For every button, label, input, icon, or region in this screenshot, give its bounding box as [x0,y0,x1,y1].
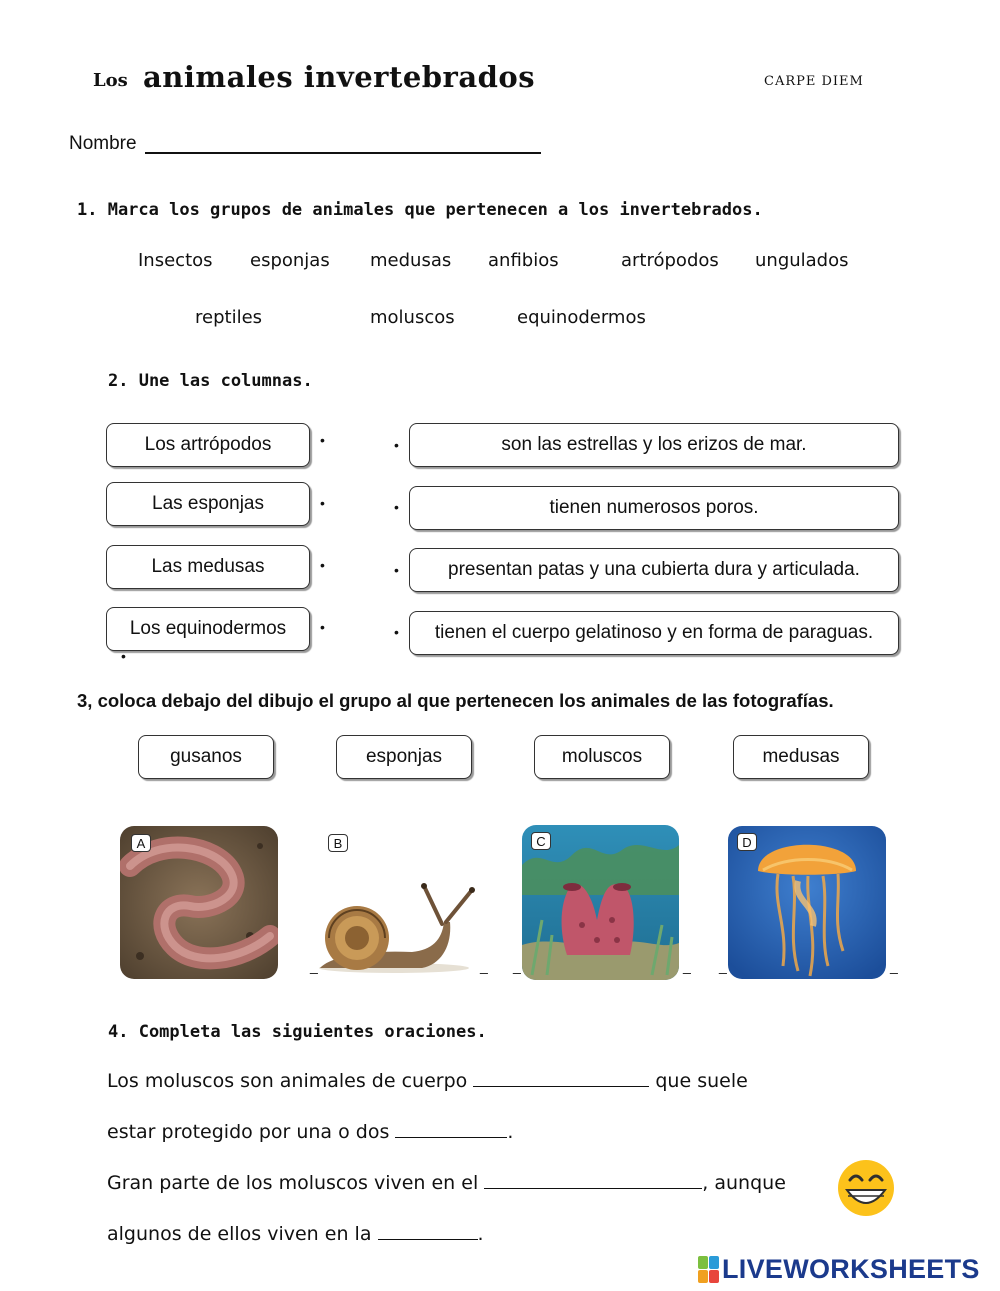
liveworksheets-brand: LIVEWORKSHEETS [722,1254,980,1284]
sentence-3 [107,1170,786,1194]
grin-emoji-icon [836,1158,896,1218]
page-title: animales invertebrados [143,60,536,94]
match-dot[interactable]: • [320,557,325,573]
sentence-end: . [507,1121,514,1143]
q2-prompt: 2. Une las columnas. [108,371,313,391]
sentence-text: algunos de ellos viven en la [107,1223,372,1245]
q1-prompt: 1. Marca los grupos de animales que pertenecen a los invertebrados. [77,200,763,220]
name-input-line[interactable] [145,152,541,154]
match-left-item[interactable]: Los equinodermos [106,607,310,651]
photo-label: D [737,833,757,851]
q1-option[interactable]: anfibios [488,250,559,271]
match-right-item[interactable]: tienen el cuerpo gelatinoso y en forma de paraguas. [409,611,899,655]
match-right-item[interactable]: son las estrellas y los erizos de mar. [409,423,899,467]
match-dot[interactable]: • [320,495,325,511]
q1-option[interactable]: reptiles [195,307,263,328]
sentence-4 [107,1221,484,1245]
answer-dash[interactable]: _ [719,958,727,974]
match-dot[interactable]: • [394,437,399,453]
sentence-text: que suele [655,1070,748,1092]
q4-prompt: 4. Completa las siguientes oraciones. [108,1022,487,1042]
liveworksheets-logo-icon [698,1256,720,1284]
q3-prompt: 3, coloca debajo del dibujo el grupo al que pertenecen los animales de las fotografías. [77,690,834,711]
sentence-text: , aunque [702,1172,786,1194]
carpe-diem-label: CARPE DIEM [764,74,864,89]
blank-1[interactable] [473,1068,649,1087]
blank-2[interactable] [395,1119,507,1138]
q3-option-moluscos[interactable]: moluscos [534,735,670,779]
photo-label: A [131,834,151,852]
sentence-1 [107,1068,748,1092]
q1-option[interactable]: Insectos [138,250,213,271]
match-left-item[interactable]: Las medusas [106,545,310,589]
photo-label: B [328,834,348,852]
match-right-item[interactable]: presentan patas y una cubierta dura y articulada. [409,548,899,592]
answer-dash[interactable]: _ [480,958,488,974]
q3-option-gusanos[interactable]: gusanos [138,735,274,779]
q1-option[interactable]: artrópodos [621,250,719,271]
q1-option[interactable]: medusas [370,250,452,271]
photo-label: C [531,832,551,850]
answer-dash[interactable]: _ [683,958,691,974]
blank-4[interactable] [378,1221,478,1240]
match-dot[interactable]: • [394,499,399,515]
title-prefix: Los [93,70,128,91]
q3-option-esponjas[interactable]: esponjas [336,735,472,779]
q1-option[interactable]: moluscos [370,307,455,328]
sentence-end: . [477,1223,484,1245]
match-dot[interactable]: • [320,432,325,448]
sentence-text: Gran parte de los moluscos viven en el [107,1172,479,1194]
match-left-item[interactable]: Las esponjas [106,482,310,526]
match-left-item[interactable]: Los artrópodos [106,423,310,467]
sentence-2 [107,1119,513,1143]
q1-option[interactable]: esponjas [250,250,330,271]
sentence-text: estar protegido por una o dos [107,1121,390,1143]
q3-option-medusas[interactable]: medusas [733,735,869,779]
snail-image [312,860,477,975]
answer-dash[interactable]: _ [890,958,898,974]
blank-3[interactable] [484,1170,702,1189]
answer-dash[interactable]: _ [310,958,318,974]
match-dot[interactable]: • [394,624,399,640]
photo-snail [312,860,477,975]
sentence-text: Los moluscos son animales de cuerpo [107,1070,468,1092]
match-dot[interactable]: • [320,619,325,635]
stray-dot: • [121,648,126,664]
match-dot[interactable]: • [394,562,399,578]
q1-option[interactable]: equinodermos [517,307,646,328]
q1-option[interactable]: ungulados [755,250,849,271]
name-label: Nombre [69,133,137,154]
answer-dash[interactable]: _ [513,958,521,974]
match-right-item[interactable]: tienen numerosos poros. [409,486,899,530]
